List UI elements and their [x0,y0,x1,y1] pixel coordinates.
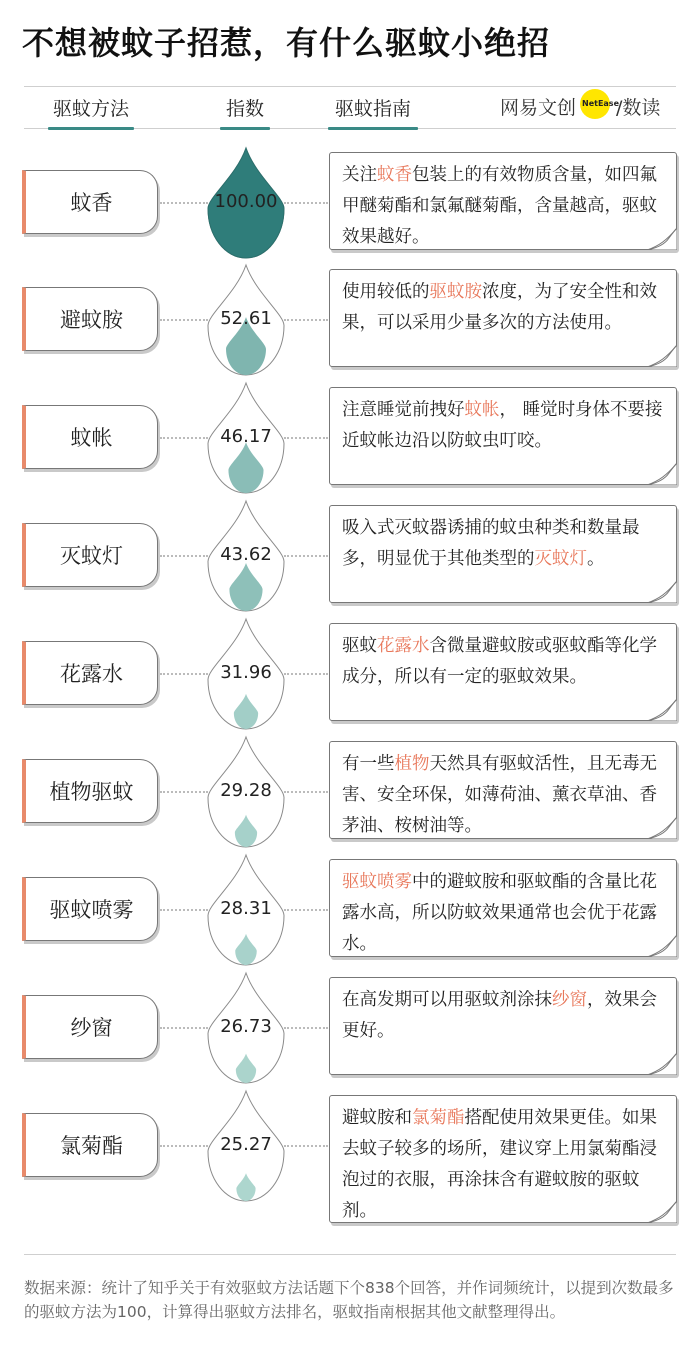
page-curl-icon [647,817,677,839]
guide-text: 中的避蚊胺和驱蚊酯的含量比花露水高，所以防蚊效果通常也会优于花露水。 [342,872,657,954]
index-value-label: 31.96 [220,662,272,683]
page-curl-icon [647,1201,677,1223]
header-top-divider [24,86,676,87]
guide-note [329,859,677,957]
method-label: 花露水 [22,641,158,705]
leader-line [284,437,328,439]
guide-text: 天然具有驱蚊活性，且无毒无害、安全环保，如薄荷油、薰衣草油、香茅油、桉树油等。 [342,754,657,836]
leader-line [284,909,328,911]
method-label: 灭蚊灯 [22,523,158,587]
leader-line [160,909,208,911]
index-value-label: 46.17 [220,426,272,447]
method-label: 驱蚊喷雾 [22,877,158,941]
column-header-method: 驱蚊方法 [48,94,134,130]
guide-note [329,269,677,367]
guide-text: 有一些 [342,754,395,774]
page-curl-icon [647,1053,677,1075]
guide-note [329,387,677,485]
guide-highlight: 花露水 [377,636,430,656]
guide-text: 含微量避蚊胺或驱蚊酯等化学成分，所以有一定的驱蚊效果。 [342,636,657,687]
guide-note [329,623,677,721]
leader-line [160,202,208,204]
leader-line [284,555,328,557]
guide-text: 。 [587,549,605,569]
leader-line [160,437,208,439]
index-value-label: 43.62 [220,544,272,565]
guide-highlight: 驱蚊喷雾 [342,872,412,892]
page-curl-icon [647,228,677,250]
guide-text: 在高发期可以用驱蚊剂涂抹 [342,990,552,1010]
page-curl-icon [647,581,677,603]
guide-text: 驱蚊 [342,636,377,656]
guide-text: 包装上的有效物质含量，如四氟甲醚菊酯和氯氟醚菊酯，含量越高，驱蚊效果越好。 [342,165,657,247]
guide-text: 吸入式灭蚊器诱捕的蚊虫种类和数量最多，明显优于其他类型的 [342,518,640,569]
guide-highlight: 蚊帐 [464,400,500,420]
page-curl-icon [647,935,677,957]
guide-text: ， 睡觉时身体不要接近蚊帐边沿以防蚊虫叮咬。 [342,400,663,451]
guide-highlight: 驱蚊胺 [429,282,482,302]
guide-text: 使用较低的 [342,282,430,302]
page-curl-icon [647,345,677,367]
leader-line [284,791,328,793]
page-curl-icon [647,463,677,485]
index-value-label: 100.00 [214,191,278,212]
footer-divider [24,1254,676,1255]
guide-text: ，效果会更好。 [342,990,657,1041]
guide-note [329,741,677,839]
leader-line [284,673,328,675]
leader-line [284,1145,328,1147]
guide-highlight: 氯菊酯 [412,1108,465,1128]
guide-text: 浓度，为了安全性和效果，可以采用少量多次的方法使用。 [342,282,657,333]
guide-note [329,152,677,250]
guide-note [329,505,677,603]
leader-line [160,673,208,675]
method-label: 氯菊酯 [22,1113,158,1177]
method-label: 避蚊胺 [22,287,158,351]
index-value-label: 28.31 [220,898,272,919]
brand-name: 网易文创 [500,97,577,119]
leader-line [160,1145,208,1147]
index-value-label: 52.61 [220,308,272,329]
brand-sub: 数读 [622,97,661,119]
guide-highlight: 纱窗 [552,990,587,1010]
column-header-index: 指数 [220,94,270,130]
leader-line [160,791,208,793]
guide-highlight: 蚊香 [377,165,412,185]
guide-text: 避蚊胺和 [342,1108,412,1128]
leader-line [160,319,208,321]
leader-line [160,555,208,557]
method-label: 蚊帐 [22,405,158,469]
leader-line [160,1027,208,1029]
leader-line [284,319,328,321]
leader-line [284,202,328,204]
footer-source-note: 数据来源：统计了知乎关于有效驱蚊方法话题下个838个回答，并作词频统计，以提到次数最多的驱蚊方法为100，计算得出驱蚊方法排名，驱蚊指南根据其他文献整理得出。 [24,1279,674,1321]
guide-highlight: 灭蚊灯 [534,549,587,569]
index-value-label: 26.73 [220,1016,272,1037]
guide-text: 注意睡觉前拽好 [342,400,465,420]
index-value-label: 29.28 [220,780,272,801]
guide-note [329,1095,677,1223]
guide-note [329,977,677,1075]
leader-line [284,1027,328,1029]
method-label: 植物驱蚊 [22,759,158,823]
guide-text: 关注 [342,165,377,185]
guide-text: 搭配使用效果更佳。如果去蚊子较多的场所，建议穿上用氯菊酯浸泡过的衣服，再涂抹含有避蚊胺的驱蚊剂。 [342,1108,657,1221]
page-curl-icon [647,699,677,721]
column-header-guide: 驱蚊指南 [328,94,418,130]
page-title: 不想被蚊子招惹，有什么驱蚊小绝招 [22,24,551,62]
method-label: 纱窗 [22,995,158,1059]
method-label: 蚊香 [22,170,158,234]
guide-highlight: 植物 [394,754,430,774]
index-value-label: 25.27 [220,1134,272,1155]
